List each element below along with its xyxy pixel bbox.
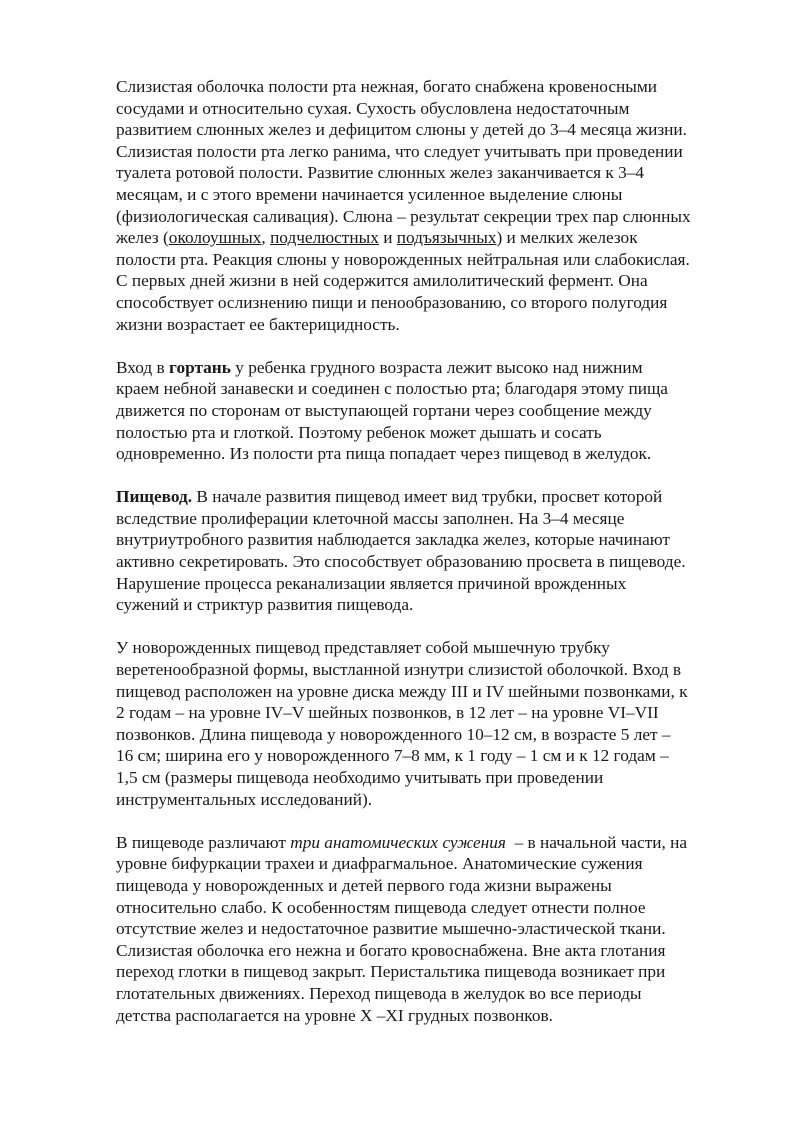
link-sublingual-glands[interactable]: подъязычных — [396, 228, 497, 248]
text-line: С первых дней жизни в ней содержится амилолитический фермент. Она — [116, 271, 648, 291]
text-line-with-links — [116, 227, 756, 249]
paragraph-oral-mucosa — [116, 76, 756, 335]
text-line: месяцам, и с этого времени начинается усиленное выделение слюны — [116, 184, 623, 204]
text-fragment: у ребенка грудного возраста лежит высоко над нижним — [230, 357, 643, 377]
text-line: уровне бифуркации трахеи и диафрагмальное. Анатомические сужения — [116, 854, 643, 874]
text-fragment: ) и мелких железок — [496, 228, 638, 248]
paragraph-larynx — [116, 357, 756, 465]
text-line: 2 годам – на уровне IV–V шейных позвонков, в 12 лет – на уровне VI–VII — [116, 703, 659, 723]
text-line: Слизистая полости рта легко ранима, что следует учитывать при проведении — [116, 141, 683, 161]
text-line: одновременно. Из полости рта пища попадает через пищевод в желудок. — [116, 444, 652, 464]
text-fragment: , — [261, 228, 271, 248]
text-line: туалета ротовой полости. Развитие слюнных желез заканчивается к 3–4 — [116, 163, 645, 183]
text-fragment: – в начальной части, на — [505, 832, 688, 852]
text-fragment: В начале развития пищевод имеет вид трубки, просвет которой — [192, 487, 663, 507]
text-line: 1,5 см (размеры пищевода необходимо учитывать при проведении — [116, 768, 604, 787]
paragraph-esophagus-development — [116, 486, 756, 616]
text-line-with-italic — [116, 832, 756, 854]
text-line: 16 см; ширина его у новорожденного 7–8 мм, к 1 году – 1 см и к 12 годам – — [116, 746, 669, 766]
text-fragment: Вход в — [116, 357, 170, 377]
bold-term-esophagus: Пищевод. — [116, 487, 193, 507]
bold-term-larynx: гортань — [169, 357, 231, 377]
text-fragment: и — [378, 228, 397, 248]
text-line: пищевода у новорожденных и детей первого года жизни выражены — [116, 875, 612, 895]
paragraph-anatomical-narrowings — [116, 832, 756, 1026]
document-page — [116, 76, 756, 1048]
text-line: внутриутробного развития наблюдается закладка желез, которые начинают — [116, 530, 670, 550]
text-line-with-bold — [116, 486, 756, 508]
text-fragment: В пищеводе различают — [116, 832, 291, 852]
text-line: способствует ослизнению пищи и пенообразованию, со второго полугодия — [116, 292, 668, 312]
text-fragment: желез ( — [116, 228, 169, 248]
text-line: веретенообразной формы, выстланной изнутри слизистой оболочкой. Вход в — [116, 660, 681, 680]
link-parotid-glands[interactable]: околоушных — [168, 228, 262, 248]
text-line: Нарушение процесса реканализации является причиной врожденных — [116, 573, 627, 593]
text-line-with-bold — [116, 357, 756, 379]
text-line: краем небной занавески и соединен с полостью рта; благодаря этому пища — [116, 379, 668, 399]
text-line: движется по сторонам от выступающей гортани через сообщение между — [116, 400, 652, 420]
italic-term-narrowings: три анатомических сужения — [290, 832, 506, 852]
text-line: (физиологическая саливация). Слюна – результат секреции трех пар слюнных — [116, 206, 691, 226]
text-line: отсутствие желез и недостаточное развитие мышечно-эластической ткани. — [116, 919, 666, 939]
text-line: жизни возрастает ее бактерицидность. — [116, 314, 400, 334]
paragraph-newborn-esophagus — [116, 637, 756, 810]
text-line: вследствие пролиферации клеточной массы заполнен. На 3–4 месяце — [116, 508, 625, 528]
text-line: У новорожденных пищевод представляет собой мышечную трубку — [116, 638, 610, 658]
text-line: полости рта. Реакция слюны у новорожденных нейтральная или слабокислая. — [116, 249, 690, 269]
link-submandibular-glands[interactable]: подчелюстных — [270, 228, 379, 248]
text-line: относительно слабо. К особенностям пищевода следует отнести полное — [116, 897, 646, 917]
text-line: детства располагается на уровне X –XI грудных позвонков. — [116, 1005, 553, 1025]
text-line: Слизистая оболочка его нежна и богато кровоснабжена. Вне акта глотания — [116, 940, 666, 960]
text-line: позвонков. Длина пищевода у новорожденного 10–12 см, в возрасте 5 лет – — [116, 724, 671, 744]
text-line: инструментальных исследований). — [116, 789, 373, 809]
text-line: развитием слюнных желез и дефицитом слюны у детей до 3–4 месяца жизни. — [116, 120, 687, 140]
text-line: сужений и стриктур развития пищевода. — [116, 595, 414, 615]
text-line: Слизистая оболочка полости рта нежная, богато снабжена кровеносными — [116, 77, 658, 96]
text-line: пищевод расположен на уровне диска между III и IV шейными позвонками, к — [116, 681, 688, 701]
text-line: сосудами и относительно сухая. Сухость обусловлена недостаточным — [116, 98, 630, 118]
text-line: активно секретировать. Это способствует образованию просвета в пищеводе. — [116, 552, 686, 572]
text-line: переход глотки в пищевод закрыт. Перистальтика пищевода возникает при — [116, 962, 666, 982]
text-line: полостью рта и глоткой. Поэтому ребенок может дышать и сосать — [116, 422, 602, 442]
text-line: глотательных движениях. Переход пищевода в желудок во все периоды — [116, 983, 642, 1003]
